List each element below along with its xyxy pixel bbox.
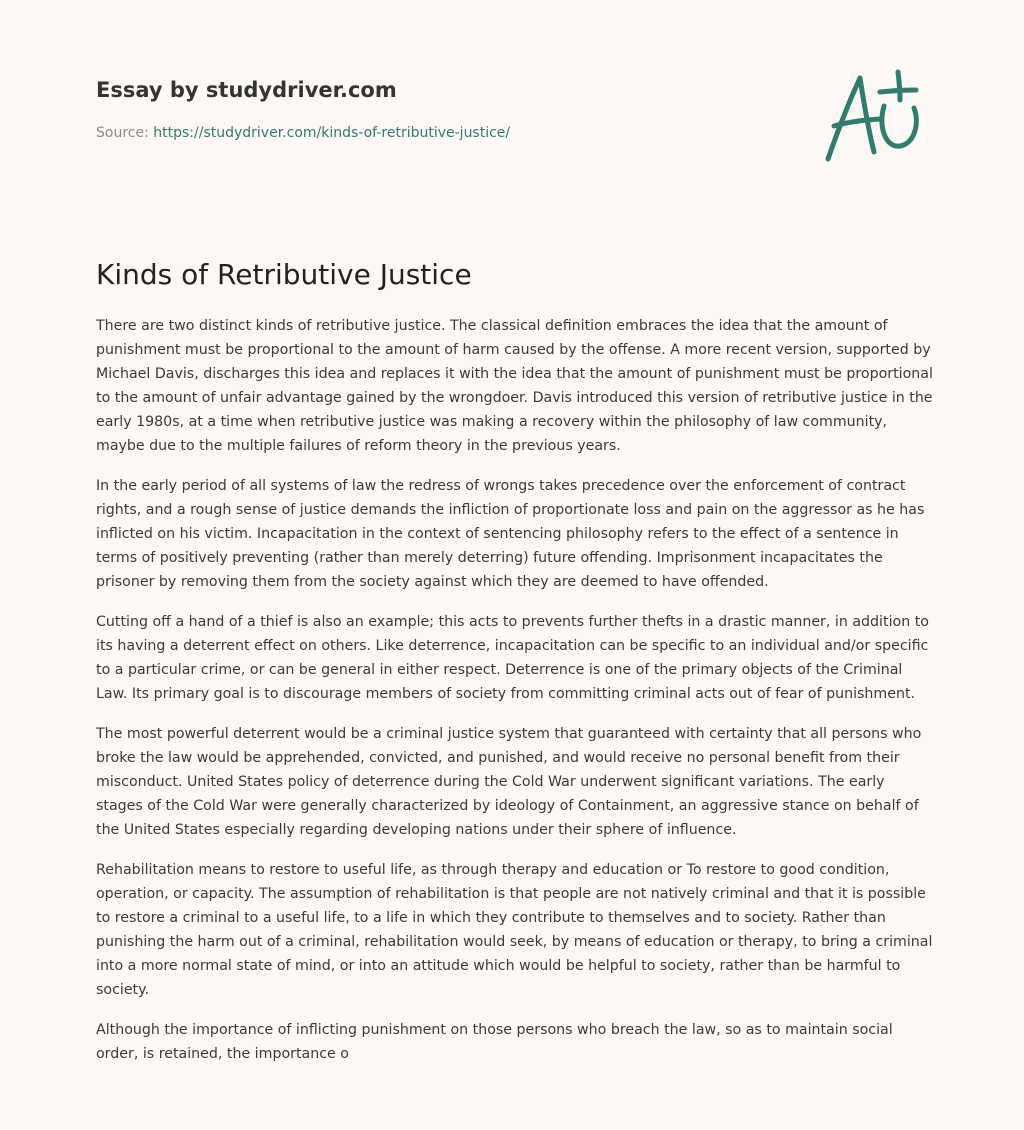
- essay-title: Kinds of Retributive Justice: [96, 258, 472, 291]
- source-line: [96, 124, 796, 142]
- essay-paragraph: Rehabilitation means to restore to useful life, as through therapy and education or To restore to good condition, operation, or capacity. The assumption of rehabilitation is that people are not natively criminal and that it is possible to restore a criminal to a useful life, to a life in which they contribute to themselves and to society. Rather than punishing the harm out of a criminal, rehabilitation would seek, by means of education or therapy, to bring a criminal into a more normal state of mind, or into an attitude which would be helpful to society, rather than be harmful to society.: [96, 862, 933, 998]
- essay-paragraph: Cutting off a hand of a thief is also an example; this acts to prevents further thefts in a drastic manner, in addition to its having a deterrent effect on others. Like deterrence, incapacitation can be specific to an individual and/or specific to a particular crime, or can be general in either respect. Deterrence is one of the primary objects of the Criminal Law. Its primary goal is to discourage members of society from committing criminal acts out of fear of punishment.: [96, 614, 929, 702]
- page-header: [96, 76, 796, 142]
- site-title: Essay by studydriver.com: [96, 78, 397, 102]
- essay-paragraph: In the early period of all systems of law the redress of wrongs takes precedence over the enforcement of contract rights, and a rough sense of justice demands the infliction of proportionate loss and pain on the aggressor as he has inflicted on his victim. Incapacitation in the context of sentencing philosophy refers to the effect of a sentence in terms of positively preventing (rather than merely deterring) future offending. Imprisonment incapacitates the prisoner by removing them from the society against which they are deemed to have offended.: [96, 478, 925, 590]
- source-label: Source:: [96, 125, 149, 141]
- essay-body: [96, 314, 934, 1116]
- source-link[interactable]: https://studydriver.com/kinds-of-retributive-justice/: [153, 125, 511, 141]
- essay-paragraph: There are two distinct kinds of retributive justice. The classical definition embraces the idea that the amount of punishment must be proportional to the amount of harm caused by the offense. A more recent version, supported by Michael Davis, discharges this idea and replaces it with the idea that the amount of punishment must be proportional to the amount of unfair advantage gained by the wrongdoer. Davis introduced this version of retributive justice in the early 1980s, at a time when retributive justice was making a recovery within the philosophy of law community, maybe due to the multiple failures of reform theory in the previous years.: [96, 318, 933, 454]
- essay-paragraph: The most powerful deterrent would be a criminal justice system that guaranteed with certainty that all persons who broke the law would be apprehended, convicted, and punished, and would receive no personal benefit from their misconduct. United States policy of deterrence during the Cold War underwent significant variations. The early stages of the Cold War were generally characterized by ideology of Containment, an aggressive stance on behalf of the United States especially regarding developing nations under their sphere of influence.: [96, 726, 922, 838]
- essay-paragraph: Although the importance of inflicting punishment on those persons who breach the law, so as to maintain social order, is retained, the importance o: [96, 1022, 893, 1062]
- a-plus-logo-icon: [820, 66, 928, 166]
